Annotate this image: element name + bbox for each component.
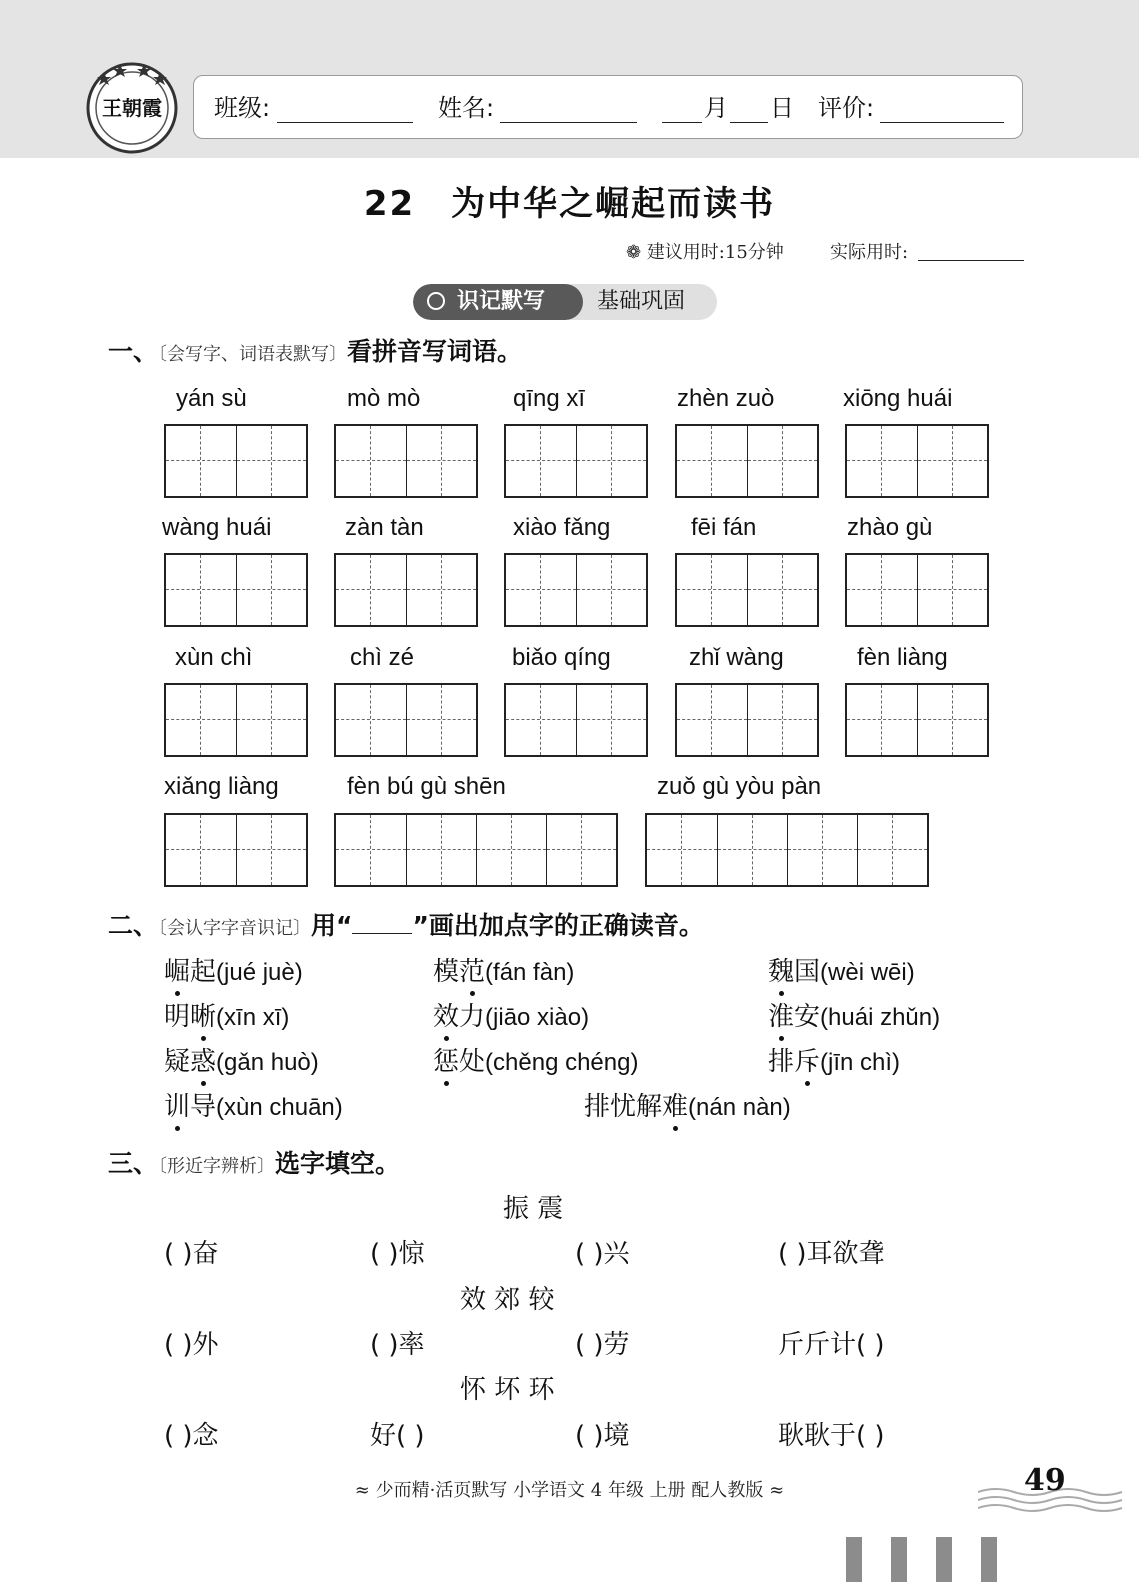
writing-grid[interactable] [675, 553, 819, 627]
writing-grid[interactable] [504, 553, 648, 627]
badge-dark [413, 284, 583, 320]
reading-options: (xùn chuān) [216, 1094, 343, 1121]
writing-grid[interactable] [675, 424, 819, 498]
writing-grid[interactable] [164, 813, 308, 887]
section2-tag: 〔会认字字音识记〕 [158, 918, 312, 939]
section2-instruction-a: 用“ [311, 911, 353, 940]
dotted-char: 范 [459, 957, 486, 987]
reading-options: (jué juè) [216, 959, 303, 986]
time-actual-field[interactable] [918, 236, 1024, 261]
brand-logo [84, 58, 180, 154]
fill-blank[interactable]: 耿耿于( ) [778, 1421, 885, 1451]
fill-blank[interactable]: 斤斤计( ) [778, 1330, 885, 1360]
pinyin: fēi fán [691, 514, 757, 541]
dotted-char: 惑 [190, 1047, 217, 1077]
section2-instruction-b: ”画出加点字的正确读音。 [412, 911, 704, 940]
reading-item[interactable]: 崛起(jué juè) [164, 957, 303, 987]
dotted-char: 魏 [768, 957, 795, 987]
badge-icon [427, 292, 445, 310]
writing-grid[interactable] [164, 553, 308, 627]
dotted-char: 效 [433, 1002, 460, 1032]
underline-sample [352, 911, 412, 934]
reading-options: (gǎn huò) [216, 1049, 319, 1076]
page-number: 49 [1024, 1463, 1066, 1498]
section1-instruction: 看拼音写词语。 [347, 337, 523, 366]
fill-blank[interactable]: ( )兴 [575, 1239, 630, 1269]
char-options: 怀 坏 环 [460, 1375, 555, 1405]
dotted-char: 崛 [164, 957, 191, 987]
pinyin: xiōng huái [843, 385, 953, 412]
pinyin: qīng xī [513, 385, 586, 412]
pinyin: fèn bú gù shēn [347, 773, 506, 800]
fill-blank[interactable]: ( )惊 [370, 1239, 425, 1269]
reading-item[interactable]: 魏国(wèi wēi) [768, 957, 915, 987]
writing-grid[interactable] [504, 683, 648, 757]
clock-icon: ❁ [626, 242, 647, 263]
writing-grid[interactable] [334, 553, 478, 627]
fill-blank[interactable]: ( )奋 [164, 1239, 219, 1269]
pinyin: zhèn zuò [677, 385, 775, 412]
pinyin: zàn tàn [345, 514, 424, 541]
class-field[interactable] [277, 94, 413, 123]
reading-item[interactable]: 训导(xùn chuān) [164, 1092, 343, 1122]
reading-options: (fán fàn) [485, 959, 575, 986]
reading-item[interactable]: 明晰(xīn xī) [164, 1002, 290, 1032]
char-options: 振 震 [503, 1194, 564, 1224]
section1-tag: 〔会写字、词语表默写〕 [158, 344, 348, 365]
lesson-number: 22 [363, 184, 416, 224]
month-field[interactable] [662, 94, 702, 123]
reading-options: (huái zhǔn) [820, 1004, 941, 1031]
dotted-char: 斥 [794, 1047, 821, 1077]
pinyin: wàng huái [162, 514, 272, 541]
dotted-char: 训 [164, 1092, 191, 1122]
logo-text: 王朝霞 [102, 96, 162, 120]
section2-prefix: 二、 [108, 911, 159, 940]
fill-blank[interactable]: ( )率 [370, 1330, 425, 1360]
dotted-char: 晰 [190, 1002, 217, 1032]
fill-blank[interactable]: ( )外 [164, 1330, 219, 1360]
char-options: 效 郊 较 [460, 1285, 555, 1315]
day-label: 日 [770, 94, 794, 122]
pinyin: biǎo qíng [512, 644, 611, 671]
writing-grid[interactable] [334, 813, 618, 887]
reading-item[interactable]: 惩处(chěng chéng) [433, 1047, 639, 1077]
pinyin: xiào fǎng [513, 514, 611, 541]
writing-grid[interactable] [164, 424, 308, 498]
pinyin: chì zé [350, 644, 415, 671]
time-suggested-text: 建议用时:15分钟 [646, 242, 784, 263]
section1-heading [108, 337, 522, 370]
day-field[interactable] [730, 94, 768, 123]
pinyin: yán sù [176, 385, 247, 412]
reading-item[interactable]: 效力(jiāo xiào) [433, 1002, 590, 1032]
reading-item[interactable]: 排忧解难(nán nàn) [584, 1092, 791, 1122]
pinyin: mò mò [347, 385, 421, 412]
edge-tab-bar [846, 1537, 862, 1582]
time-suggested [626, 238, 784, 264]
reading-item[interactable]: 排斥(jīn chì) [768, 1047, 901, 1077]
section3-tag: 〔形近字辨析〕 [158, 1156, 276, 1177]
reading-options: (jīn chì) [820, 1049, 901, 1076]
writing-grid[interactable] [845, 553, 989, 627]
edge-tab-bar [891, 1537, 907, 1582]
fill-blank[interactable]: ( )境 [575, 1421, 630, 1451]
pinyin: zhào gù [847, 514, 933, 541]
dotted-char: 淮 [768, 1002, 795, 1032]
writing-grid[interactable] [334, 683, 478, 757]
class-label: 班级: [214, 94, 271, 122]
dotted-char: 惩 [433, 1047, 460, 1077]
eval-field[interactable] [880, 94, 1004, 123]
name-label: 姓名: [438, 94, 495, 122]
pinyin: zhǐ wàng [689, 644, 784, 671]
eval-label: 评价: [818, 94, 875, 122]
badge-light: 基础巩固 [597, 289, 686, 314]
section-badge [413, 284, 717, 320]
section3-instruction: 选字填空。 [275, 1149, 401, 1178]
writing-grid[interactable] [845, 683, 989, 757]
writing-grid[interactable] [645, 813, 929, 887]
reading-item[interactable]: 模范(fán fàn) [433, 957, 575, 987]
pinyin: fèn liàng [857, 644, 948, 671]
writing-grid[interactable] [675, 683, 819, 757]
reading-options: (xīn xī) [216, 1004, 290, 1031]
section1-prefix: 一、 [108, 337, 159, 366]
section3-heading [108, 1149, 400, 1182]
fill-blank[interactable]: ( )念 [164, 1421, 219, 1451]
writing-grid[interactable] [504, 424, 648, 498]
badge-dark-text: 识记默写 [457, 289, 546, 314]
pinyin: zuǒ gù yòu pàn [657, 773, 822, 800]
lesson-title: 为中华之崛起而读书 [451, 184, 776, 224]
edge-tab-bar [936, 1537, 952, 1582]
page-title [0, 176, 1139, 225]
reading-options: (wèi wēi) [820, 959, 915, 986]
name-field[interactable] [500, 94, 637, 123]
section3-prefix: 三、 [108, 1149, 159, 1178]
reading-item[interactable]: 疑惑(gǎn huò) [164, 1047, 319, 1077]
pinyin: xùn chì [175, 644, 253, 671]
section2-heading [108, 911, 704, 944]
reading-options: (jiāo xiào) [485, 1004, 590, 1031]
reading-options: (nán nàn) [688, 1094, 791, 1121]
reading-options: (chěng chéng) [485, 1049, 639, 1076]
month-label: 月 [704, 94, 728, 122]
fill-blank[interactable]: ( )劳 [575, 1330, 630, 1360]
writing-grid[interactable] [845, 424, 989, 498]
dotted-char: 难 [662, 1092, 689, 1122]
writing-grid[interactable] [334, 424, 478, 498]
time-actual-label: 实际用时: [830, 242, 909, 263]
writing-grid[interactable] [164, 683, 308, 757]
footer-text: ≈ 少而精·活页默写 小学语文 4 年级 上册 配人教版 ≈ [354, 1480, 785, 1501]
fill-blank[interactable]: ( )耳欲聋 [778, 1239, 885, 1269]
fill-blank[interactable]: 好( ) [370, 1421, 425, 1451]
pinyin: xiǎng liàng [164, 773, 279, 800]
reading-item[interactable]: 淮安(huái zhǔn) [768, 1002, 941, 1032]
edge-tab-bar [981, 1537, 997, 1582]
